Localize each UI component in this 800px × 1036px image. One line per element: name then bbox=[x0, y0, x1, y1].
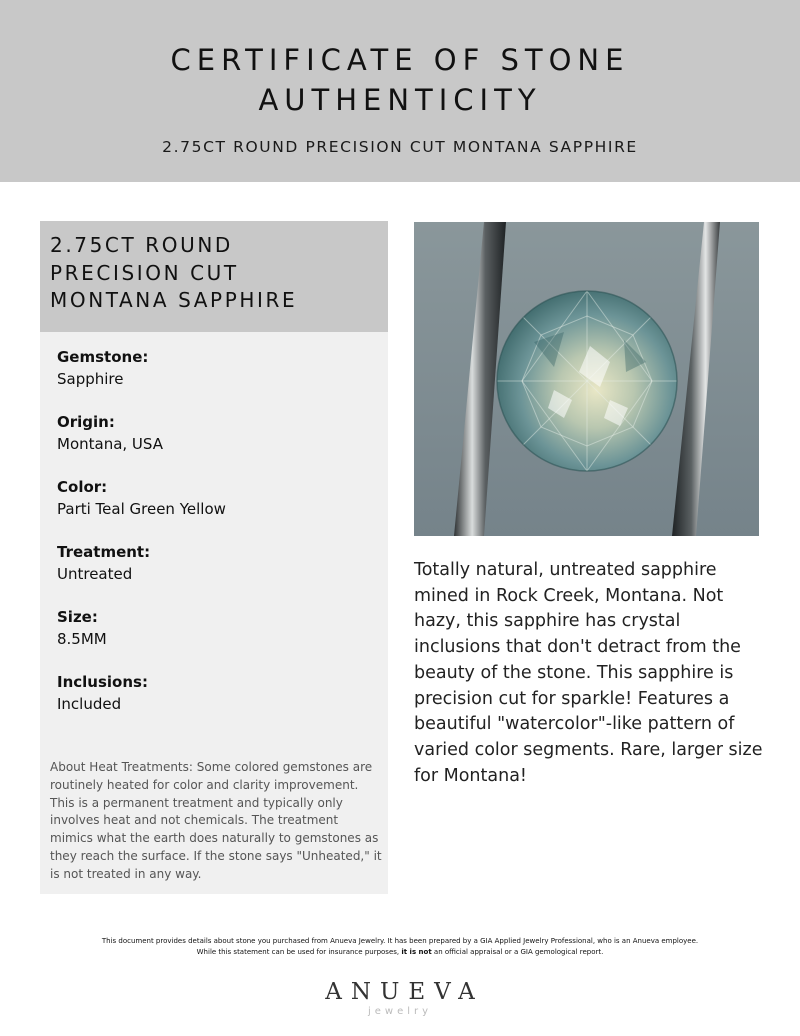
stone-title-line-1: 2.75CT ROUND bbox=[50, 233, 233, 257]
field-gemstone bbox=[57, 346, 388, 411]
stone-details-panel bbox=[40, 221, 388, 894]
disclaimer-text-end: an official appraisal or a GIA gemological report. bbox=[431, 947, 604, 956]
anueva-logo bbox=[300, 978, 500, 1017]
certificate-subtitle: 2.75CT ROUND PRECISION CUT MONTANA SAPPHIRE bbox=[162, 138, 638, 156]
field-value: Sapphire bbox=[57, 370, 124, 388]
disclaimer-line-2 bbox=[0, 947, 800, 958]
field-label: Size: bbox=[57, 608, 98, 626]
logo-tagline: jewelry bbox=[367, 1006, 433, 1017]
field-value: Untreated bbox=[57, 565, 133, 583]
stone-title-box bbox=[40, 221, 388, 332]
stone-fields bbox=[40, 332, 388, 736]
disclaimer-emphasis: it is not bbox=[401, 947, 432, 956]
field-label: Color: bbox=[57, 478, 108, 496]
field-value: Parti Teal Green Yellow bbox=[57, 500, 226, 518]
certificate-title-line-2: AUTHENTICITY bbox=[258, 83, 542, 117]
stone-title-line-3: MONTANA SAPPHIRE bbox=[50, 288, 298, 312]
heat-treatment-note: About Heat Treatments: Some colored gemstones are routinely heated for color and clarity improvement. This is a permanent treatment and typically only involves heat and not chemicals. The treatment mimics what the earth does naturally to gemstones as they reach the surface. If the stone says "Unheated," it is not treated in any way. bbox=[50, 760, 382, 881]
field-value: 8.5MM bbox=[57, 630, 107, 648]
field-label: Gemstone: bbox=[57, 348, 149, 366]
disclaimer bbox=[0, 936, 800, 957]
certificate-header bbox=[0, 0, 800, 182]
stone-description: Totally natural, untreated sapphire mined in Rock Creek, Montana. Not hazy, this sapphire has crystal inclusions that don't detract from the beauty of the stone. This sapphire is precision cut for sparkle! Features a beautiful "watercolor"-like pattern of varied color segments. Rare, larger size for Montana! bbox=[414, 560, 763, 786]
field-treatment bbox=[57, 541, 388, 606]
field-label: Origin: bbox=[57, 413, 115, 431]
disclaimer-text: While this statement can be used for insurance purposes, bbox=[196, 947, 402, 956]
field-size bbox=[57, 606, 388, 671]
sapphire-photo bbox=[414, 222, 759, 536]
field-value: Montana, USA bbox=[57, 435, 163, 453]
field-color bbox=[57, 476, 388, 541]
disclaimer-line-1: This document provides details about stone you purchased from Anueva Jewelry. It has been prepared by a GIA Applied Jewelry Professional, who is an Anueva employee. bbox=[101, 937, 699, 945]
logo-brand: ANUEVA bbox=[325, 979, 484, 1005]
field-value: Included bbox=[57, 695, 122, 713]
stone-title-line-2: PRECISION CUT bbox=[50, 260, 239, 285]
field-label: Treatment: bbox=[57, 543, 151, 561]
certificate-title bbox=[0, 40, 800, 120]
field-inclusions bbox=[57, 671, 388, 736]
certificate-title-line-1: CERTIFICATE OF STONE bbox=[170, 43, 630, 77]
field-label: Inclusions: bbox=[57, 673, 148, 691]
field-origin bbox=[57, 411, 388, 476]
